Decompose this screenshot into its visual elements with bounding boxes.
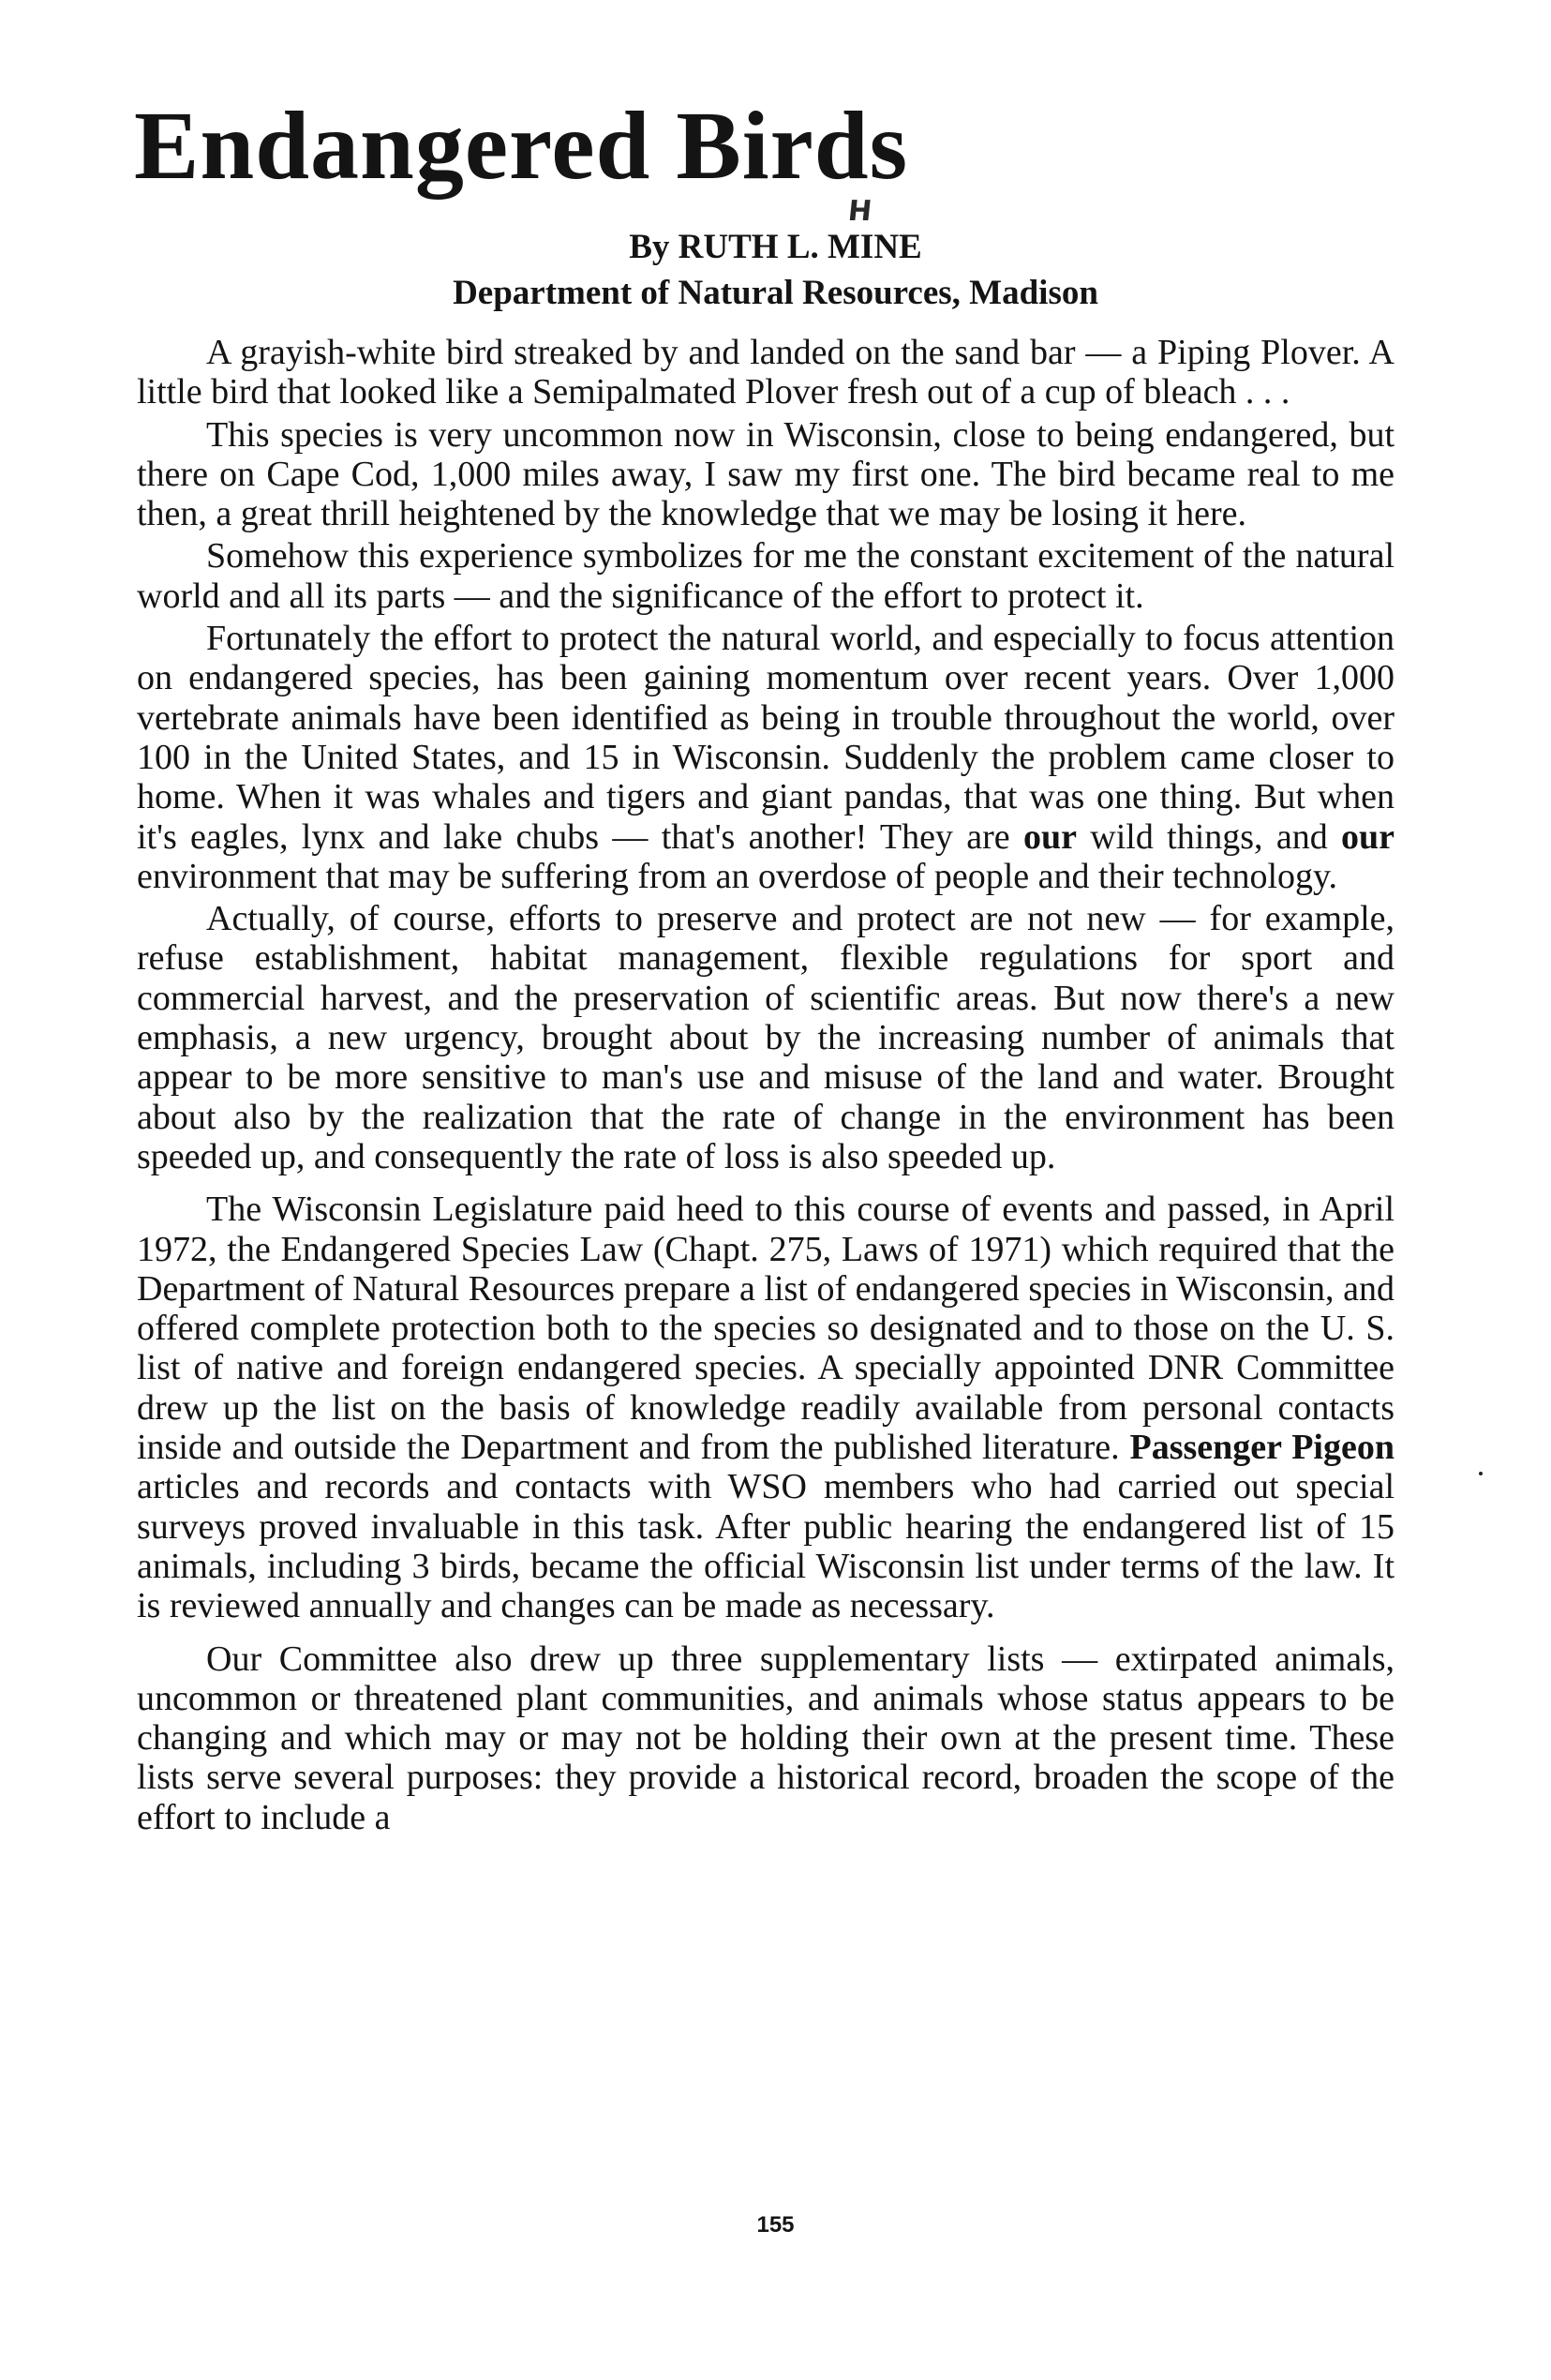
paragraph-6 (137, 1190, 1394, 1625)
paragraph-6-text-b: articles and records and contacts with WSO members who had carried out special surveys proved invaluable in this task. After public hearing the endangered list of 15 animals, including 3 birds, became the official Wisconsin list under terms of the law. It is reviewed annually and changes can be made as necessary. (137, 1467, 1394, 1626)
paragraph-1: A grayish-white bird streaked by and landed on the sand bar — a Piping Plover. A little bird that looked like a Semipalmated Plover fresh out of a cup of bleach . . . (137, 333, 1394, 412)
paragraph-6-text-a: The Wisconsin Legislature paid heed to this course of events and passed, in April 1972, the Endangered Species Law (Chapt. 275, Laws of 1971) which required that the Department of Natural Resources prepare a list of endangered species in Wisconsin, and offered complete protection both to the species so designated and to those on the U. S. list of native and foreign endangered species. A specially appointed DNR Committee drew up the list on the basis of knowledge readily available from personal contacts inside and outside the Department and from the published literature. (137, 1190, 1394, 1468)
scan-speck (1479, 1472, 1483, 1475)
author-byline: By RUTH L. MINE (629, 228, 922, 266)
handwritten-correction-mark: H (846, 195, 873, 228)
article-body (137, 333, 1394, 1837)
paragraph-7: Our Committee also drew up three supplementary lists — extirpated animals, uncommon or threatened plant communities, and animals whose status appears to be changing and which may or may not be holding their own at the present time. These lists serve several purposes: they provide a historical record, broaden the scope of the effort to include a (137, 1639, 1394, 1837)
paragraph-4 (137, 619, 1394, 896)
emphasis-our-1: our (1022, 816, 1077, 857)
paragraph-5: Actually, of course, efforts to preserve and protect are not new — for example, refuse establishment, habitat management, flexible regulations for sport and commercial harvest, and the preservation of scientific areas. But now there's a new emphasis, a new urgency, brought about by the increasing number of animals that appear to be more sensitive to man's use and misuse of the land and water. Brought about also by the realization that the rate of change in the environment has been speeded up, and consequently the rate of loss is also speeded up. (137, 899, 1394, 1176)
article-title: Endangered Birds (134, 92, 909, 200)
paragraph-4-text-a: Fortunately the effort to protect the natural world, and especially to focus attention on endangered species, has been gaining momentum over recent years. Over 1,000 vertebrate animals have been identified as being in trouble throughout the world, over 100 in the United States, and 15 in Wisconsin. Suddenly the problem came closer to home. When it was whales and tigers and giant pandas, that was one thing. But when it's eagles, lynx and lake chubs — that's another! They are (137, 619, 1394, 857)
paragraph-4-text-b: wild things, and (1090, 816, 1328, 857)
paragraph-4-text-c: environment that may be suffering from an overdose of people and their technology. (137, 856, 1338, 896)
paragraph-3: Somehow this experience symbolizes for me the constant excitement of the natural world and all its parts — and the significance of the effort to protect it. (137, 536, 1394, 616)
page-number: 155 (756, 2212, 795, 2238)
journal-name-passenger-pigeon: Passenger Pigeon (1129, 1428, 1394, 1468)
author-affiliation: Department of Natural Resources, Madison (453, 274, 1098, 312)
paragraph-2: This species is very uncommon now in Wisconsin, close to being endangered, but there on Cape Cod, 1,000 miles away, I saw my first one. The bird became real to me then, a great thrill heightened by the knowledge that we may be losing it here. (137, 414, 1394, 534)
emphasis-our-2: our (1341, 816, 1395, 857)
